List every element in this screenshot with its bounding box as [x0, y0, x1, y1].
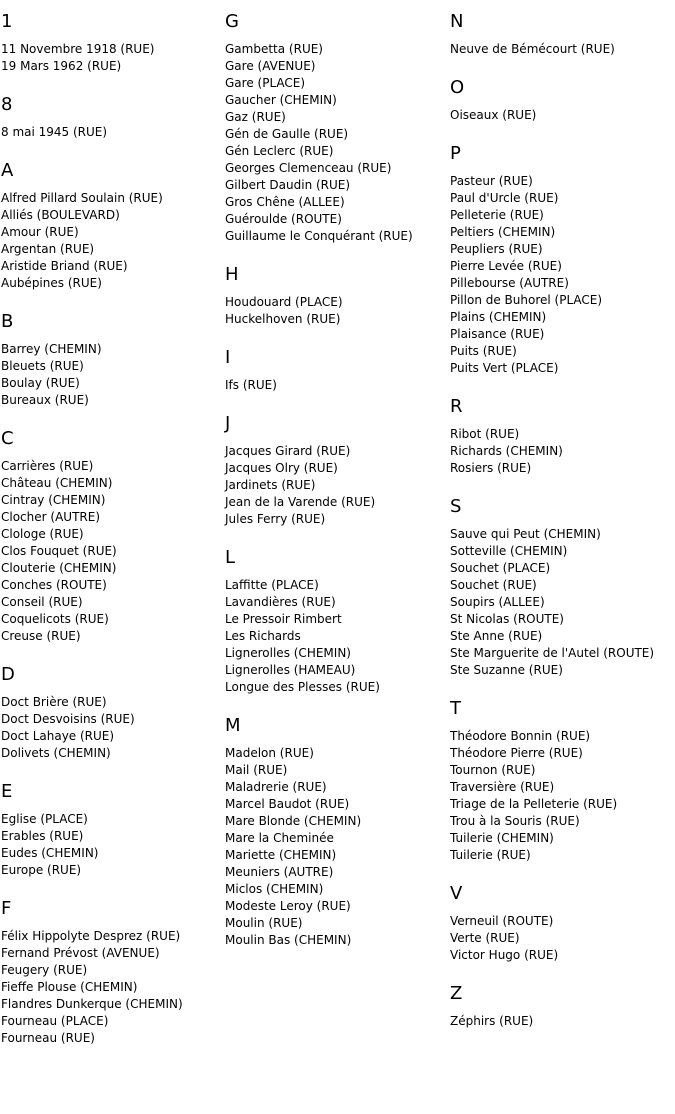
street-name-item: Sauve qui Peut (CHEMIN)	[450, 527, 601, 541]
letter-section	[1, 11, 221, 75]
street-name-item: Barrey (CHEMIN)	[1, 342, 102, 356]
street-name-item: Le Pressoir Rimbert	[225, 612, 342, 626]
street-name-item: Boulay (RUE)	[1, 376, 80, 390]
street-index-column	[1, 0, 221, 1066]
street-name-item: Houdouard (PLACE)	[225, 295, 343, 309]
street-name-item: Alliés (BOULEVARD)	[1, 208, 120, 222]
letter-section	[450, 396, 675, 477]
street-name-item: Jacques Girard (RUE)	[225, 444, 351, 458]
section-letter-heading: H	[225, 264, 239, 285]
letter-section	[450, 698, 675, 864]
street-name-item: Madelon (RUE)	[225, 746, 314, 760]
street-list	[450, 426, 675, 477]
letter-section	[1, 428, 221, 645]
section-letter-heading: S	[450, 496, 462, 517]
street-name-item: Dolivets (CHEMIN)	[1, 746, 111, 760]
street-name-item: Fourneau (PLACE)	[1, 1014, 109, 1028]
street-name-item: Gambetta (RUE)	[225, 42, 323, 56]
letter-section	[225, 347, 445, 394]
section-letter-heading: G	[225, 11, 239, 32]
section-letter-heading: J	[225, 413, 231, 434]
street-name-item: 11 Novembre 1918 (RUE)	[1, 42, 155, 56]
street-name-item: Les Richards	[225, 629, 301, 643]
street-name-item: Gaz (RUE)	[225, 110, 286, 124]
street-index-column	[225, 0, 445, 968]
street-name-item: Pillon de Buhorel (PLACE)	[450, 293, 603, 307]
street-name-item: Gén Leclerc (RUE)	[225, 144, 334, 158]
section-letter-heading: 1	[1, 11, 13, 32]
street-name-item: Théodore Bonnin (RUE)	[450, 729, 591, 743]
street-name-item: Ribot (RUE)	[450, 427, 520, 441]
letter-section	[450, 77, 675, 124]
street-name-item: Souchet (PLACE)	[450, 561, 551, 575]
street-name-item: Doct Brière (RUE)	[1, 695, 107, 709]
street-name-item: Conseil (RUE)	[1, 595, 83, 609]
street-name-item: Triage de la Pelleterie (RUE)	[450, 797, 618, 811]
letter-section	[1, 781, 221, 879]
street-name-item: Ste Anne (RUE)	[450, 629, 543, 643]
street-name-item: Clocher (AUTRE)	[1, 510, 100, 524]
street-name-item: Pillebourse (AUTRE)	[450, 276, 569, 290]
street-name-item: 8 mai 1945 (RUE)	[1, 125, 108, 139]
street-list	[450, 913, 675, 964]
street-name-item: Miclos (CHEMIN)	[225, 882, 324, 896]
street-name-item: Cintray (CHEMIN)	[1, 493, 106, 507]
street-list	[450, 1013, 675, 1030]
letter-section	[450, 883, 675, 964]
section-letter-heading: C	[1, 428, 14, 449]
street-name-item: Moulin (RUE)	[225, 916, 303, 930]
street-name-item: Moulin Bas (CHEMIN)	[225, 933, 352, 947]
street-name-item: Verte (RUE)	[450, 931, 520, 945]
street-name-item: Clos Fouquet (RUE)	[1, 544, 117, 558]
letter-section	[225, 413, 445, 528]
street-list	[450, 107, 675, 124]
street-name-item: Victor Hugo (RUE)	[450, 948, 559, 962]
street-name-item: Guillaume le Conquérant (RUE)	[225, 229, 413, 243]
street-name-item: Huckelhoven (RUE)	[225, 312, 341, 326]
street-list	[225, 294, 445, 328]
street-name-item: 19 Mars 1962 (RUE)	[1, 59, 122, 73]
section-letter-heading: P	[450, 143, 461, 164]
letter-section	[450, 143, 675, 377]
street-name-item: Félix Hippolyte Desprez (RUE)	[1, 929, 181, 943]
street-name-item: Argentan (RUE)	[1, 242, 95, 256]
street-list	[450, 41, 675, 58]
street-name-item: Ste Suzanne (RUE)	[450, 663, 563, 677]
street-name-item: Verneuil (ROUTE)	[450, 914, 554, 928]
street-name-item: Puits (RUE)	[450, 344, 517, 358]
street-name-item: Lignerolles (HAMEAU)	[225, 663, 356, 677]
section-letter-heading: V	[450, 883, 463, 904]
street-name-item: Alfred Pillard Soulain (RUE)	[1, 191, 163, 205]
street-name-item: Longue des Plesses (RUE)	[225, 680, 380, 694]
street-name-item: Conches (ROUTE)	[1, 578, 107, 592]
section-letter-heading: 8	[1, 94, 13, 115]
street-name-item: Meuniers (AUTRE)	[225, 865, 334, 879]
street-name-item: Soupirs (ALLEE)	[450, 595, 545, 609]
street-name-item: Clologe (RUE)	[1, 527, 84, 541]
section-letter-heading: T	[450, 698, 461, 719]
street-list	[1, 694, 221, 762]
street-name-item: Fieffe Plouse (CHEMIN)	[1, 980, 138, 994]
street-list	[1, 341, 221, 409]
street-name-item: Bureaux (RUE)	[1, 393, 89, 407]
street-name-item: Gaucher (CHEMIN)	[225, 93, 337, 107]
street-name-item: Jardinets (RUE)	[225, 478, 316, 492]
street-name-item: Théodore Pierre (RUE)	[450, 746, 583, 760]
street-name-item: Gare (PLACE)	[225, 76, 306, 90]
section-letter-heading: L	[225, 547, 236, 568]
street-list	[225, 577, 445, 696]
street-name-item: Peltiers (CHEMIN)	[450, 225, 556, 239]
section-letter-heading: Z	[450, 983, 463, 1004]
street-name-item: Rosiers (RUE)	[450, 461, 532, 475]
street-name-item: Zéphirs (RUE)	[450, 1014, 534, 1028]
street-name-item: Fernand Prévost (AVENUE)	[1, 946, 160, 960]
street-name-item: Paul d'Urcle (RUE)	[450, 191, 559, 205]
street-list	[1, 928, 221, 1047]
street-name-item: Tuilerie (RUE)	[450, 848, 531, 862]
street-name-item: Flandres Dunkerque (CHEMIN)	[1, 997, 183, 1011]
section-letter-heading: F	[1, 898, 12, 919]
street-name-item: Richards (CHEMIN)	[450, 444, 563, 458]
street-name-item: Jean de la Varende (RUE)	[225, 495, 376, 509]
letter-section	[1, 898, 221, 1047]
letter-section	[1, 664, 221, 762]
letter-section	[1, 311, 221, 409]
street-name-item: Amour (RUE)	[1, 225, 79, 239]
street-name-item: Lignerolles (CHEMIN)	[225, 646, 351, 660]
section-letter-heading: B	[1, 311, 14, 332]
section-letter-heading: D	[1, 664, 15, 685]
street-name-item: St Nicolas (ROUTE)	[450, 612, 564, 626]
street-name-item: Aubépines (RUE)	[1, 276, 102, 290]
letter-section	[225, 547, 445, 696]
street-name-item: Gros Chêne (ALLEE)	[225, 195, 345, 209]
letter-section	[225, 11, 445, 245]
street-name-item: Jules Ferry (RUE)	[225, 512, 326, 526]
street-name-item: Laffitte (PLACE)	[225, 578, 319, 592]
street-list	[225, 443, 445, 528]
street-list	[450, 173, 675, 377]
street-name-item: Mariette (CHEMIN)	[225, 848, 337, 862]
street-name-item: Modeste Leroy (RUE)	[225, 899, 351, 913]
street-name-item: Erables (RUE)	[1, 829, 84, 843]
street-name-item: Doct Desvoisins (RUE)	[1, 712, 135, 726]
street-name-item: Marcel Baudot (RUE)	[225, 797, 350, 811]
street-list	[450, 526, 675, 679]
section-letter-heading: O	[450, 77, 465, 98]
street-name-item: Tuilerie (CHEMIN)	[450, 831, 554, 845]
street-name-item: Eglise (PLACE)	[1, 812, 88, 826]
street-list	[225, 745, 445, 949]
street-name-item: Mare Blonde (CHEMIN)	[225, 814, 362, 828]
street-name-item: Pierre Levée (RUE)	[450, 259, 562, 273]
street-name-item: Neuve de Bémécourt (RUE)	[450, 42, 615, 56]
street-name-item: Maladrerie (RUE)	[225, 780, 327, 794]
street-name-item: Gilbert Daudin (RUE)	[225, 178, 351, 192]
letter-section	[1, 94, 221, 141]
street-name-item: Plaisance (RUE)	[450, 327, 545, 341]
letter-section	[450, 11, 675, 58]
street-name-item: Clouterie (CHEMIN)	[1, 561, 117, 575]
street-name-item: Guéroulde (ROUTE)	[225, 212, 342, 226]
street-index-column	[450, 0, 675, 1049]
letter-section	[225, 715, 445, 949]
street-list	[225, 41, 445, 245]
street-name-item: Pasteur (RUE)	[450, 174, 533, 188]
street-list	[1, 41, 221, 75]
street-list	[1, 124, 221, 141]
street-name-item: Georges Clemenceau (RUE)	[225, 161, 392, 175]
street-list	[450, 728, 675, 864]
street-name-item: Jacques Olry (RUE)	[225, 461, 338, 475]
street-name-item: Creuse (RUE)	[1, 629, 81, 643]
street-name-item: Bleuets (RUE)	[1, 359, 84, 373]
street-name-item: Ifs (RUE)	[225, 378, 277, 392]
street-name-item: Aristide Briand (RUE)	[1, 259, 128, 273]
street-list	[1, 190, 221, 292]
street-name-item: Ste Marguerite de l'Autel (ROUTE)	[450, 646, 655, 660]
street-list	[1, 811, 221, 879]
street-name-item: Carrières (RUE)	[1, 459, 94, 473]
street-name-item: Oiseaux (RUE)	[450, 108, 537, 122]
street-name-item: Tournon (RUE)	[450, 763, 536, 777]
section-letter-heading: M	[225, 715, 241, 736]
street-name-item: Traversière (RUE)	[450, 780, 555, 794]
section-letter-heading: R	[450, 396, 463, 417]
street-name-item: Trou à la Souris (RUE)	[450, 814, 580, 828]
street-name-item: Mail (RUE)	[225, 763, 288, 777]
street-name-item: Feugery (RUE)	[1, 963, 88, 977]
street-name-item: Fourneau (RUE)	[1, 1031, 95, 1045]
street-name-item: Gare (AVENUE)	[225, 59, 316, 73]
street-name-item: Château (CHEMIN)	[1, 476, 113, 490]
street-name-item: Doct Lahaye (RUE)	[1, 729, 115, 743]
street-list	[1, 458, 221, 645]
street-name-item: Sotteville (CHEMIN)	[450, 544, 568, 558]
section-letter-heading: E	[1, 781, 13, 802]
section-letter-heading: A	[1, 160, 14, 181]
street-name-item: Eudes (CHEMIN)	[1, 846, 99, 860]
section-letter-heading: I	[225, 347, 231, 368]
street-list	[225, 377, 445, 394]
street-name-item: Gén de Gaulle (RUE)	[225, 127, 349, 141]
letter-section	[450, 496, 675, 679]
street-name-item: Lavandières (RUE)	[225, 595, 336, 609]
letter-section	[450, 983, 675, 1030]
street-name-item: Plains (CHEMIN)	[450, 310, 547, 324]
street-name-item: Puits Vert (PLACE)	[450, 361, 559, 375]
street-name-item: Souchet (RUE)	[450, 578, 537, 592]
street-name-item: Coquelicots (RUE)	[1, 612, 109, 626]
street-name-item: Peupliers (RUE)	[450, 242, 543, 256]
section-letter-heading: N	[450, 11, 464, 32]
street-name-item: Mare la Cheminée	[225, 831, 334, 845]
street-name-item: Pelleterie (RUE)	[450, 208, 544, 222]
letter-section	[225, 264, 445, 328]
street-name-item: Europe (RUE)	[1, 863, 82, 877]
letter-section	[1, 160, 221, 292]
